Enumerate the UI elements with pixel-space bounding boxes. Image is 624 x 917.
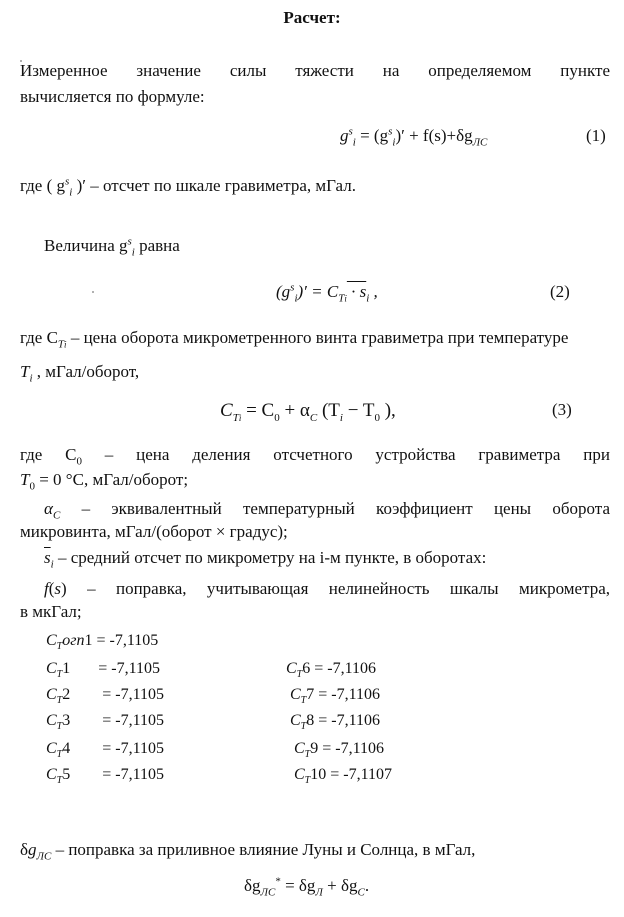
formula1-sub: i xyxy=(352,136,356,149)
formula1-rhs-sub: ЛС xyxy=(472,136,488,149)
formula4-plus: + δg xyxy=(322,876,358,895)
alpha-line1: $\alpha_C$ – эквивалентный температурный коэффициент цены оборота xyxy=(44,499,610,522)
ct-value: = -7,1105 xyxy=(102,740,164,757)
where2-line1 xyxy=(20,328,569,351)
scan-dot-2 xyxy=(92,291,94,293)
formula3-sub-i: i xyxy=(238,412,242,423)
where2-start: где C xyxy=(20,328,58,347)
ct-label: 2 xyxy=(62,686,71,703)
formula2-tail: , xyxy=(369,282,378,301)
ct-value: = -7,1107 xyxy=(330,766,392,783)
ct-row-2: $C_T2 = -7,1105$ xyxy=(46,686,164,707)
ct-suffix: 1 xyxy=(84,632,93,649)
formula1-sub2: i xyxy=(392,136,396,149)
where2-line2: $T_i$ , мГал/оборот, xyxy=(20,362,140,385)
formula2-lhs: (g xyxy=(276,282,291,301)
formula1-rhs2: )′ + f(s)+δg xyxy=(395,126,473,145)
formula1-rhs: = (g xyxy=(360,126,389,145)
f-line2: в мкГал; xyxy=(20,602,82,621)
tidal-text: – поправка за приливное влияние Луны и Солнца, в мГал, xyxy=(51,840,476,859)
formula-3-number: (3) xyxy=(552,400,572,419)
formula4-lhs: δg xyxy=(244,876,261,895)
formula3-sub-t: T xyxy=(232,411,239,424)
s-line-text: – средний отсчет по микрометру на i-м пункте, в оборотах: xyxy=(53,548,487,567)
ct-value: = -7,1106 xyxy=(318,712,380,729)
where2-line2-sub: i xyxy=(29,372,33,385)
formula-4: $\delta g_{ЛС}^* = \delta g_Л + \delta g_С$. xyxy=(244,875,370,899)
ct-label: 7 xyxy=(306,686,315,703)
value-sub: i xyxy=(131,246,135,259)
where1-tail: )′ – отсчет по шкале гравиметра, мГал. xyxy=(72,176,356,195)
ct-value: = -7,1106 xyxy=(322,740,384,757)
ct-label: 5 xyxy=(62,766,71,783)
f-line1: f(s) – поправка, учитывающая нелинейность шкалы микрометра, xyxy=(44,579,610,598)
ct-value: = -7,1106 xyxy=(318,686,380,703)
formula4-sub-c: С xyxy=(357,886,365,899)
formula-2 xyxy=(276,281,378,305)
value-sup: s xyxy=(127,235,132,248)
ct-row-9: $C_T9 = -7,1106$ xyxy=(294,740,384,761)
where3-tail: – цена деления отсчетного устройства гравиметра при xyxy=(81,445,610,464)
ct-value: = -7,1106 xyxy=(314,660,376,677)
formula4-sub-l: Л xyxy=(315,886,323,899)
formula2-mid: · s xyxy=(346,282,367,301)
f-tail: – поправка, учитывающая нелинейность шкалы микрометра, xyxy=(66,579,610,598)
ct-row-6: $C_T6 = -7,1106$ xyxy=(286,660,376,681)
ct-value: = -7,1105 xyxy=(102,712,164,729)
ct-label: огп xyxy=(62,632,85,649)
where1-start: где ( g xyxy=(20,176,65,195)
where2-line2-tail: , мГал/оборот, xyxy=(32,362,140,381)
ct-label: 9 xyxy=(310,740,319,757)
value-line xyxy=(44,235,180,259)
formula3-close: ), xyxy=(379,400,396,421)
ct-row-1: $C_T1 = -7,1105$ xyxy=(46,660,160,681)
formula3-eq: = C xyxy=(241,400,275,421)
ct-row-8: $C_T8 = -7,1106$ xyxy=(290,712,380,733)
para1-line2: вычисляется по формуле: xyxy=(20,87,205,106)
formula2-sup: s xyxy=(290,281,295,294)
ct-row-10: $C_T10 = -7,1107$ xyxy=(294,766,392,787)
where3-line2-text: = 0 °C, мГал/оборот; xyxy=(34,470,189,489)
formula2-sub-i: i xyxy=(344,293,347,304)
ct-value: = -7,1105 xyxy=(96,632,159,649)
formula3-paren: (T xyxy=(317,400,340,421)
where3-start: где C xyxy=(20,445,77,464)
ct-label: 6 xyxy=(302,660,311,677)
ct-row-7: $C_T7 = -7,1106$ xyxy=(290,686,380,707)
where1-line xyxy=(20,175,356,199)
ct-row-ogp: $C_Tогп1 = -7,1105$ xyxy=(46,632,159,653)
formula2-sub-t: T xyxy=(338,292,345,305)
formula2-sub: i xyxy=(294,292,298,305)
alpha-tail: – эквивалентный температурный коэффициент цены оборота xyxy=(60,499,610,518)
formula1-g: g xyxy=(340,126,349,145)
where2-tail: – цена оборота микрометренного винта гравиметра при температуре xyxy=(66,328,569,347)
where1-sub: i xyxy=(69,186,73,199)
where2-sub-i: i xyxy=(64,339,67,350)
ct-label: 4 xyxy=(62,740,71,757)
formula3-sub-i2: i xyxy=(339,411,343,424)
formula1-sup: s xyxy=(348,125,353,138)
formula3-minus: − T xyxy=(342,400,375,421)
ct-value: = -7,1105 xyxy=(102,686,164,703)
ct-row-4: $C_T4 = -7,1105$ xyxy=(46,740,164,761)
formula3-lhs: C xyxy=(220,400,233,421)
formula-2-number: (2) xyxy=(550,282,570,301)
s-line: $\overline{s}_i$ – средний отсчет по микрометру на i-м пункте, в оборотах: xyxy=(44,548,487,571)
ct-value: = -7,1105 xyxy=(102,766,164,783)
value-suffix: равна xyxy=(134,236,180,255)
formula2-lhs-tail: )′ = C xyxy=(297,282,339,301)
where3-line2: $T_0 = 0$ °C, мГал/оборот; xyxy=(20,470,189,493)
ct-label: 1 xyxy=(62,660,71,677)
ct-row-5: $C_T5 = -7,1105$ xyxy=(46,766,164,787)
where1-sup: s xyxy=(64,175,70,188)
formula2-sub-i2: i xyxy=(366,292,370,305)
page-title: Расчет: xyxy=(283,8,341,27)
formula3-plus: + α xyxy=(279,400,310,421)
formula4-eq: = δg xyxy=(280,876,316,895)
alpha-line2: микровинта, мГал/(оборот × градус); xyxy=(20,522,288,541)
ct-label: 8 xyxy=(306,712,315,729)
s-sub: i xyxy=(50,558,54,571)
para1-line1: Измеренное значение силы тяжести на определяемом пункте xyxy=(20,61,610,80)
tidal-line: $\delta g_{ЛС}$ – поправка за приливное влияние Луны и Солнца, в мГал, xyxy=(20,840,476,863)
formula-3: $C_{Ti} = C_0 + \alpha_C$ ($T_i - T_0$ ), xyxy=(220,400,396,424)
ct-label: 3 xyxy=(62,712,71,729)
value-prefix: Величина g xyxy=(44,236,128,255)
formula4-tail: . xyxy=(364,876,370,895)
tidal-sub: ЛС xyxy=(36,850,52,863)
formula1-sup2: s xyxy=(388,125,393,138)
ct-value: = -7,1105 xyxy=(98,660,160,677)
ct-row-3: $C_T3 = -7,1105$ xyxy=(46,712,164,733)
formula-1 xyxy=(340,125,488,149)
where3-line1: где $C_0$ – цена деления отсчетного устройства гравиметра при xyxy=(20,445,610,468)
formula-1-number: (1) xyxy=(586,126,606,145)
formula4-lhs-sub: ЛС xyxy=(260,886,276,899)
ct-label: 10 xyxy=(310,766,327,783)
where2-sub-t: T xyxy=(57,338,65,351)
